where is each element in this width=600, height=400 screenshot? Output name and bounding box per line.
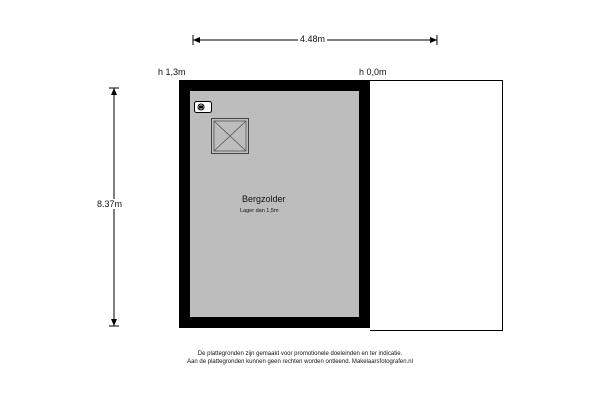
disclaimer-line-2: Aan de plattegronden kunnen geen rechten worden ontleend. Makelaarsfotografen.nl [187, 359, 413, 365]
right-height-label: h 0,0m [359, 67, 387, 77]
roof-hatch-icon [211, 118, 249, 154]
disclaimer-line-1: De plattegronden zijn gemaakt voor promotionele doeleinden en ter indicatie. [197, 351, 403, 357]
appliance-icon [194, 101, 212, 113]
width-dimension-label: 4.48m [300, 34, 326, 44]
room-note: Lager dan 1,5m [240, 208, 279, 214]
height-dimension-label: 8.37m [97, 199, 123, 209]
left-height-label: h 1,3m [158, 67, 186, 77]
room-name: Bergzolder [242, 194, 286, 204]
low-ceiling-area [370, 80, 503, 331]
room-bergzolder [179, 80, 370, 328]
